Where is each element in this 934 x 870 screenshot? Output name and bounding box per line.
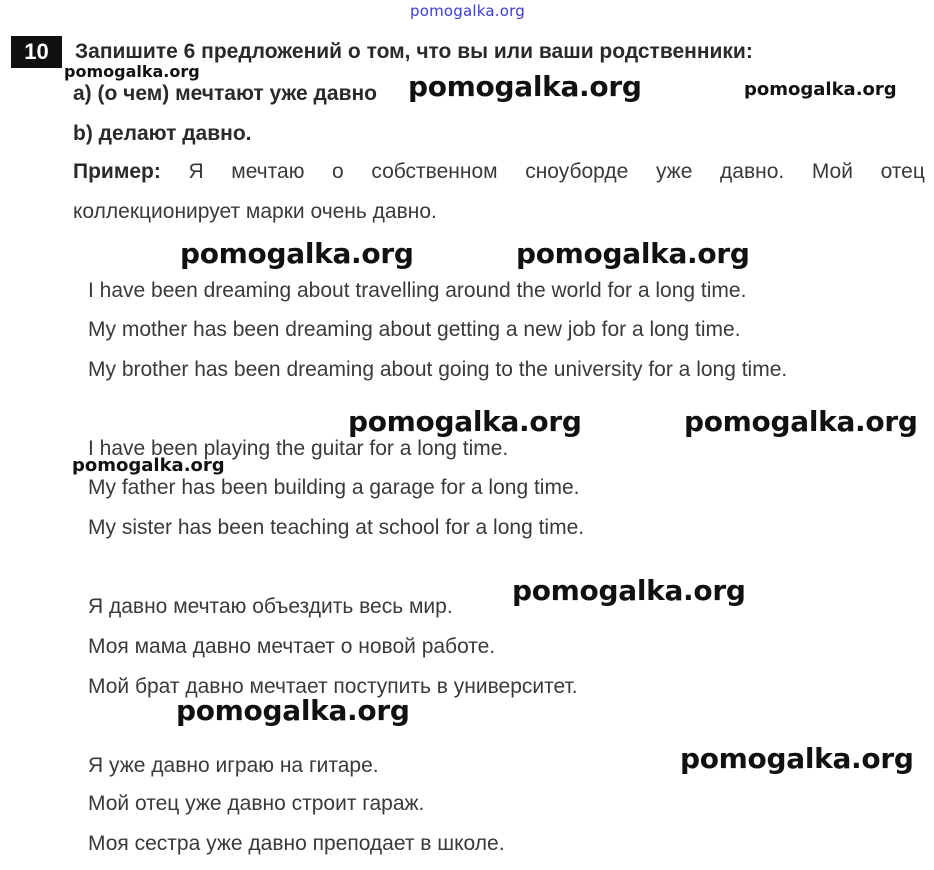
watermark: pomogalka.org <box>744 79 897 100</box>
answer-line: Моя мама давно мечтает о новой работе. <box>88 635 496 658</box>
example-word: Мой <box>811 160 853 183</box>
example-word: сноуборде <box>525 160 629 183</box>
watermark: pomogalka.org <box>72 455 225 476</box>
example-word: собственном <box>371 160 498 183</box>
answer-line: My father has been building a garage for a long time. <box>88 476 580 499</box>
example-word: давно. <box>720 160 785 183</box>
answer-line: My mother has been dreaming about getting a new job for a long time. <box>88 318 741 341</box>
answer-line: Мой отец уже давно строит гараж. <box>88 792 425 815</box>
answer-line: I have been dreaming about travelling around the world for a long time. <box>88 279 747 302</box>
watermark: pomogalka.org <box>180 237 414 270</box>
watermark: pomogalka.org <box>176 694 410 727</box>
task-part-b: b) делают давно. <box>73 122 252 145</box>
example-line-2: коллекционирует марки очень давно. <box>73 200 437 223</box>
answer-line: Я давно мечтаю объездить весь мир. <box>88 595 453 618</box>
answer-line: Мой брат давно мечтает поступить в университет. <box>88 675 578 698</box>
watermark: pomogalka.org <box>348 405 582 438</box>
example-word: Я <box>188 160 204 183</box>
watermark: pomogalka.org <box>684 405 918 438</box>
answer-line: My sister has been teaching at school for a long time. <box>88 516 585 539</box>
example-line-1 <box>73 160 925 184</box>
example-word: отец <box>880 160 925 183</box>
example-word: уже <box>655 160 693 183</box>
watermark: pomogalka.org <box>516 237 750 270</box>
watermark: pomogalka.org <box>512 574 746 607</box>
answer-line: Я уже давно играю на гитаре. <box>88 754 379 777</box>
example-label: Пример: <box>73 160 161 183</box>
answer-line: Моя сестра уже давно преподает в школе. <box>88 832 505 855</box>
site-header-watermark: pomogalka.org <box>410 2 525 20</box>
answer-line: I have been playing the guitar for a long time. <box>88 437 509 460</box>
watermark: pomogalka.org <box>680 742 914 775</box>
watermark: pomogalka.org <box>64 62 200 81</box>
watermark: pomogalka.org <box>408 70 642 103</box>
task-number-badge: 10 <box>11 36 62 68</box>
example-word: мечтаю <box>231 160 305 183</box>
answer-line: My brother has been dreaming about going to the university for a long time. <box>88 358 788 381</box>
example-word: о <box>332 160 344 183</box>
task-title: Запишите 6 предложений о том, что вы или ваши родственники: <box>75 40 753 63</box>
task-part-a: а) (о чем) мечтают уже давно <box>73 82 377 105</box>
